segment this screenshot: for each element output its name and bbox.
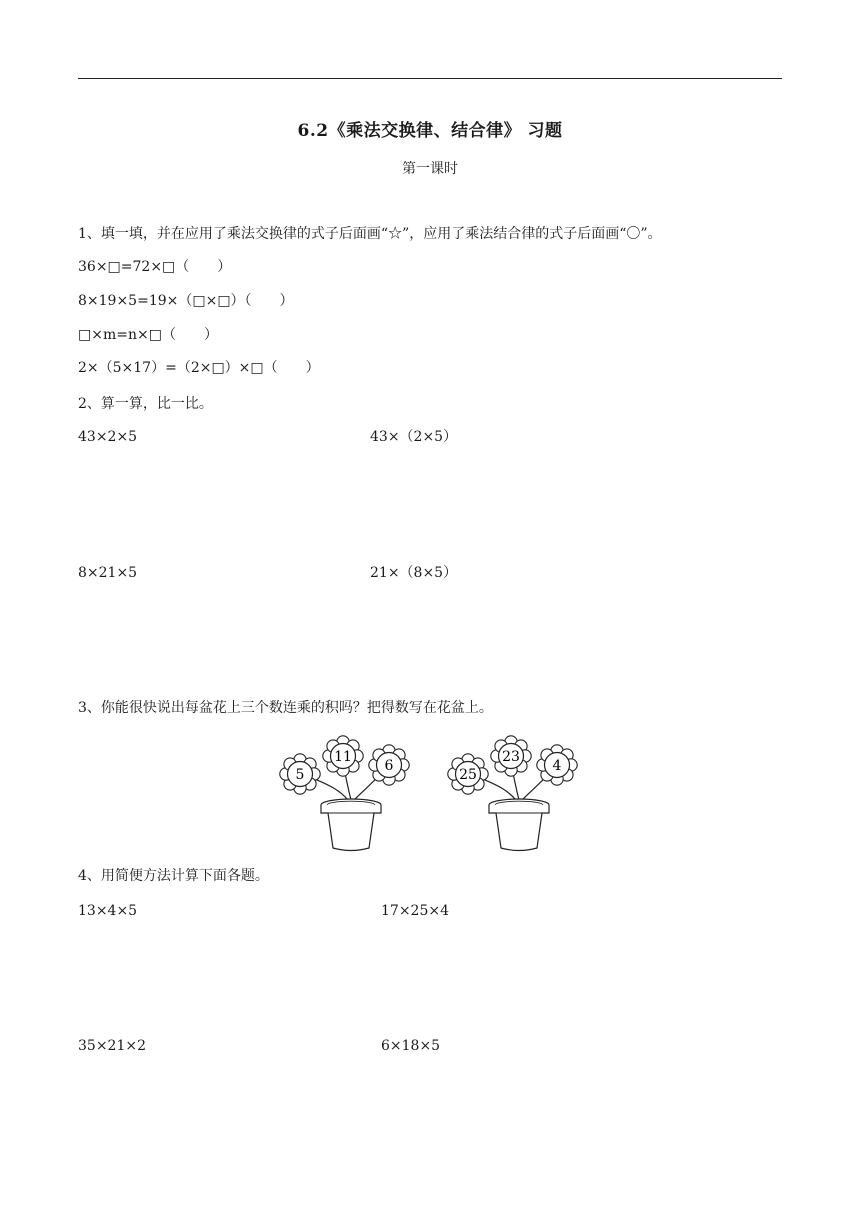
flower-pots-illustration: [276, 734, 586, 856]
q2-expression: 43×2×5: [78, 429, 138, 445]
q1-item: 2×（5×17）=（2×□）×□（ ）: [78, 360, 320, 376]
q4-prompt: 4、用简便方法计算下面各题。: [78, 868, 269, 884]
q4-expression: 6×18×5: [381, 1038, 441, 1054]
flower-pot: [280, 736, 409, 851]
q2-expression: 21×（8×5）: [370, 565, 458, 581]
q3-prompt: 3、你能很快说出每盆花上三个数连乘的积吗？把得数写在花盆上。: [78, 700, 493, 716]
q2-expression: 8×21×5: [78, 565, 138, 581]
q2-expression: 43×（2×5）: [370, 429, 458, 445]
q4-expression: 17×25×4: [381, 903, 449, 919]
q4-expression: 35×21×2: [78, 1038, 146, 1054]
flower-number: 25: [459, 767, 477, 783]
q1-item: □×m=n×□（ ）: [78, 327, 218, 343]
page-subtitle: 第一课时: [402, 161, 458, 177]
q2-prompt: 2、算一算，比一比。: [78, 396, 213, 412]
flower-number: 23: [502, 749, 520, 765]
page-title: 6.2《乘法交换律、结合律》 习题: [297, 121, 563, 141]
flower-number: 6: [384, 758, 394, 774]
flower-pot: [448, 736, 577, 851]
header-rule: [78, 78, 782, 79]
flower-number: 4: [552, 758, 562, 774]
q4-expression: 13×4×5: [78, 903, 138, 919]
flower-number: 5: [295, 767, 305, 783]
q1-item: 36×□=72×□（ ）: [78, 259, 232, 275]
q1-item: 8×19×5=19×（□×□）（ ）: [78, 293, 294, 309]
q1-prompt: 1、填一填，并在应用了乘法交换律的式子后面画“☆”，应用了乘法结合律的式子后面画“〇”。: [78, 226, 662, 242]
flower-number: 11: [334, 749, 352, 765]
